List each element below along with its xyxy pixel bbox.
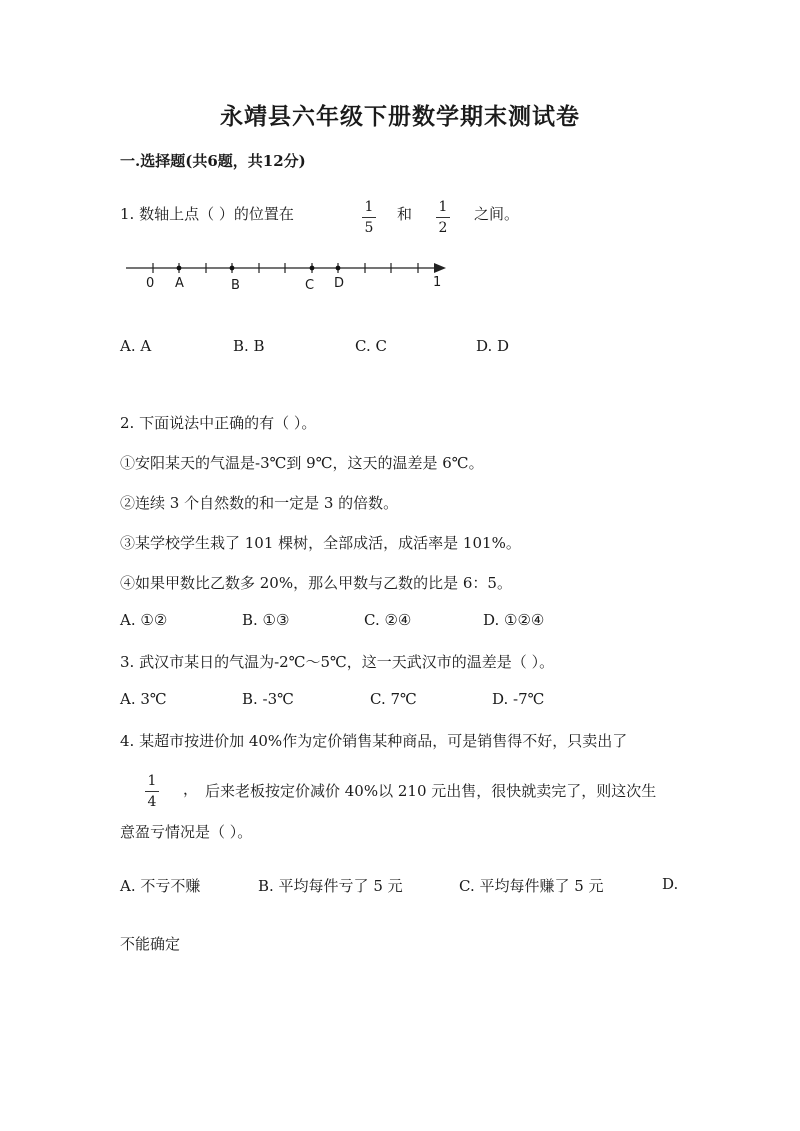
number-line-label-c: C	[305, 278, 315, 293]
number-line-label-b: B	[231, 278, 240, 293]
q2-statement-1: ①安阳某天的气温是-3℃到 9℃，这天的温差是 6℃。	[120, 454, 484, 472]
number-line-label-a: A	[175, 276, 184, 291]
q4-option-c[interactable]: C. 平均每件赚了 5 元	[459, 877, 604, 895]
q4-option-a[interactable]: A. 不亏不赚	[120, 877, 201, 895]
q1-stem-before: 1. 数轴上点（ ）的位置在	[120, 205, 294, 223]
q3-option-d[interactable]: D. -7℃	[492, 690, 545, 708]
number-line-label-d: D	[334, 276, 345, 291]
q1-option-a[interactable]: A. A	[120, 337, 152, 355]
fraction-numerator: 1	[364, 199, 374, 215]
q1-stem-after: 之间。	[474, 205, 520, 223]
q3-option-b[interactable]: B. -3℃	[242, 690, 294, 708]
fraction-denominator: 2	[438, 220, 448, 236]
number-line-label-one: 1	[433, 275, 442, 290]
q4-option-d[interactable]: D.	[662, 875, 679, 893]
q1-and: 和	[397, 205, 413, 223]
q2-statement-2: ②连续 3 个自然数的和一定是 3 的倍数。	[120, 494, 399, 512]
q2-statement-3: ③某学校学生栽了 101 棵树，全部成活，成活率是 101%。	[120, 534, 521, 552]
q2-option-b[interactable]: B. ①③	[242, 611, 290, 629]
q4-fraction-one-quarter	[143, 773, 161, 810]
page-title: 永靖县六年级下册数学期末测试卷	[220, 103, 580, 130]
q1-fraction-one-half	[434, 199, 452, 236]
point-d-dot	[336, 266, 341, 271]
q4-option-d-continued[interactable]: 不能确定	[120, 935, 181, 953]
number-line-label-zero: 0	[146, 276, 155, 291]
q2-option-a[interactable]: A. ①②	[120, 611, 168, 629]
number-line-arrow	[434, 263, 446, 273]
q4-option-b[interactable]: B. 平均每件亏了 5 元	[258, 877, 403, 895]
fraction-numerator: 1	[438, 199, 448, 215]
point-c-dot	[310, 266, 315, 271]
q4-stem-line-3: 意盈亏情况是（ ）。	[120, 823, 253, 841]
number-line	[120, 255, 460, 305]
section-heading: 一.选择题(共6题，共12分)	[120, 152, 306, 170]
q4-comma: ，	[183, 780, 199, 798]
q2-option-c[interactable]: C. ②④	[364, 611, 412, 629]
q2-statement-4: ④如果甲数比乙数多 20%，那么甲数与乙数的比是 6：5。	[120, 574, 512, 592]
q1-option-d[interactable]: D. D	[476, 337, 510, 355]
fraction-bar	[436, 217, 450, 218]
fraction-bar	[362, 217, 376, 218]
fraction-denominator: 4	[147, 794, 157, 810]
q4-stem-line-1: 4. 某超市按进价加 40%作为定价销售某种商品，可是销售得不好，只卖出了	[120, 732, 628, 750]
q1-option-b[interactable]: B. B	[233, 337, 265, 355]
point-a-dot	[177, 266, 182, 271]
q3-stem: 3. 武汉市某日的气温为-2℃～5℃，这一天武汉市的温差是（ ）。	[120, 653, 555, 671]
point-b-dot	[230, 266, 235, 271]
fraction-numerator: 1	[147, 773, 157, 789]
q1-option-c[interactable]: C. C	[355, 337, 387, 355]
fraction-denominator: 5	[364, 220, 374, 236]
q3-option-c[interactable]: C. 7℃	[370, 690, 417, 708]
q1-fraction-one-fifth	[360, 199, 378, 236]
fraction-bar	[145, 791, 159, 792]
q4-stem-line-2: 后来老板按定价减价 40%以 210 元出售，很快就卖完了，则这次生	[205, 782, 657, 800]
q2-stem: 2. 下面说法中正确的有（ ）。	[120, 414, 317, 432]
q2-option-d[interactable]: D. ①②④	[483, 611, 545, 629]
q3-option-a[interactable]: A. 3℃	[120, 690, 167, 708]
